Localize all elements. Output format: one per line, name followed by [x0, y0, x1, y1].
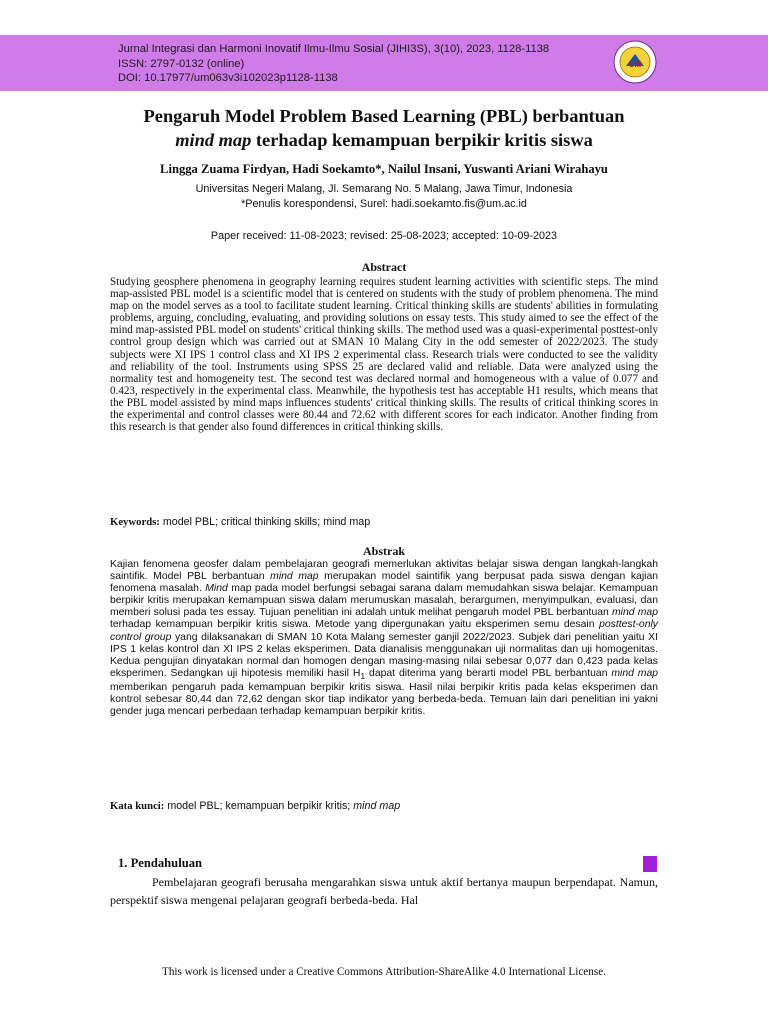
kata-kunci-list: model PBL; kemampuan berpikir kritis;	[164, 800, 354, 812]
keywords-label: Keywords:	[110, 516, 160, 528]
affiliation-block	[60, 182, 708, 212]
abstrak-italic: posttest-only control group	[110, 619, 658, 643]
abstrak-italic: mind map	[612, 607, 658, 619]
abstrak-italic: Mind	[205, 583, 228, 595]
doi: DOI: 10.17977/um063v3i102023p1128-1138	[118, 72, 338, 85]
journal-info	[118, 42, 549, 86]
abstrak-italic: mind map	[611, 667, 659, 679]
title-line-1: Pengaruh Model Problem Based Learning (PBL) berbantuan	[143, 106, 625, 126]
abstrak-part: memberikan pengaruh pada kemampuan berpikir kritis siswa. Hasil nilai berpikir kritis pada kelas eksperimen dan kontrol sebesar 80,44 dan 72,62 dengan skor tiap indikator yang berbeda-beda. Temuan lain dari penelitian ini yakni gender juga mencari perbedaan terhadap kemampuan berpikir kritis.	[110, 682, 658, 718]
abstrak-italic: mind map	[270, 571, 319, 583]
kata-kunci	[110, 800, 658, 812]
issn: ISSN: 2797-0132 (online)	[118, 57, 245, 70]
intro-paragraph: Pembelajaran geografi berusaha mengarahkan siswa untuk aktif bertanya maupun berpendapat. Namun, perspektif siswa mengenai pelajaran geografi berbeda-beda. Hal	[110, 875, 658, 907]
keywords-list: model PBL; critical thinking skills; mind map	[159, 516, 371, 528]
abstrak-heading: Abstrak	[362, 544, 405, 558]
kata-kunci-label: Kata kunci:	[110, 800, 165, 812]
paper-title	[100, 104, 668, 152]
abstrak-part: terhadap kemampuan berpikir kritis siswa. Metode yang dipergunakan yaitu eksperimen semu desain	[110, 619, 600, 631]
abstrak-part: yang dilaksanakan di SMAN 10 Kota Malang semester ganjil 2022/2023. Subjek dari penelitian yaitu XI IPS 1 kelas kontrol dan XI IPS 2 kelas eksperimen. Data dianalisis menggunakan uji normalitas dan uji homogenitas. Kedua pengujian dinyatakan normal dan homogen dengan masing-masing nilai sebesar 0,077 dan 0,423 pada kelas eksperimen. Sedangkan uji hipotesis memiliki hasil H	[110, 631, 659, 679]
section-heading-pendahuluan: 1. Pendahuluan	[118, 856, 202, 870]
abstract-heading: Abstract	[361, 260, 407, 274]
journal-citation: Jurnal Integrasi dan Harmoni Inovatif Ilmu-Ilmu Sosial (JIHI3S), 3(10), 2023, 1128-1138	[118, 43, 550, 55]
abstrak-part: Kajian fenomena geosfer dalam pembelajaran geografi memerlukan aktivitas belajar siswa dengan langkah-langkah saintifik. Model PBL berbantuan	[110, 559, 658, 583]
abstract-text: Studying geosphere phenomena in geography learning requires student learning activities with scientific steps. The mind map-assisted PBL model is a scientific model that is centered on students with the study of problem phenomena. The mind map on the model serves as a tool to facilitate student learning. Critical thinking skills are students' abilities in formulating problems, arguing, concluding, evaluating, and providing solutions on essay tests. This study aimed to see the effect of the mind map-assisted PBL model on students' critical thinking skills. The method used was a quasi-experimental posttest-only control group design which was carried out at SMAN 10 Malang City in the odd semester of 2022/2023. The study subjects were XI IPS 1 control class and XI IPS 2 experimental class. Research trials were conducted to see the validity and reliability of the tool. Instruments using SPSS 25 are declared valid and reliable. Data were analyzed using the normality test and homogeneity test. The second test was declared normal and homogeneous with a value of 0.077 and 0.423, respectively in the experimental class. Meanwhile, the hypothesis test has acceptable H1 results, which means that the PBL model assisted by mind maps influences students' critical thinking skills. The results of critical thinking scores in the experimental and control classes were 80.44 and 72.62 with different scores for each indicator. Another finding from this research is that gender also found differences in critical thinking skills.	[110, 276, 658, 434]
correspondence: *Penulis korespondensi, Surel: hadi.soekamto.fis@um.ac.id	[241, 198, 527, 210]
title-line-2-rest: terhadap kemampuan berpikir kritis siswa	[251, 130, 593, 150]
university-seal-logo	[613, 40, 657, 84]
title-italic-term: mind map	[175, 130, 252, 150]
abstrak-text	[110, 559, 658, 718]
author-list: Lingga Zuama Firdyan, Hadi Soekamto*, Nailul Insani, Yuswanti Ariani Wirahayu	[160, 162, 608, 176]
abstrak-subscript: 1	[360, 670, 366, 681]
abstrak-part: merupakan model saintifik yang berpusat pada siswa dengan kajian fenomena masalah.	[110, 571, 658, 595]
license-footer: This work is licensed under a Creative Commons Attribution-ShareAlike 4.0 International License.	[162, 966, 606, 978]
paper-dates: Paper received: 11-08-2023; revised: 25-08-2023; accepted: 10-09-2023	[210, 230, 558, 242]
keywords	[110, 516, 658, 528]
affiliation: Universitas Negeri Malang, Jl. Semarang No. 5 Malang, Jawa Timur, Indonesia	[195, 183, 573, 195]
title-line-2	[100, 128, 668, 152]
kata-kunci-italic: mind map	[353, 800, 401, 812]
abstrak-part: map pada model berfungsi sebagai sarana dalam memudahkan siswa belajar. Kemampuan berpikir kritis merupakan kemampuan siswa dalam merumuskan masalah, berargumen, menyimpulkan, evaluasi, dan memberi solusi pada tes essay. Tujuan penelitian ini adalah untuk melihat pengaruh model PBL berbantuan	[110, 583, 658, 619]
abstrak-part: dapat diterima yang berarti model PBL berbantuan	[365, 667, 612, 679]
section-marker	[643, 856, 657, 872]
svg-text:UM: UM	[628, 60, 642, 69]
